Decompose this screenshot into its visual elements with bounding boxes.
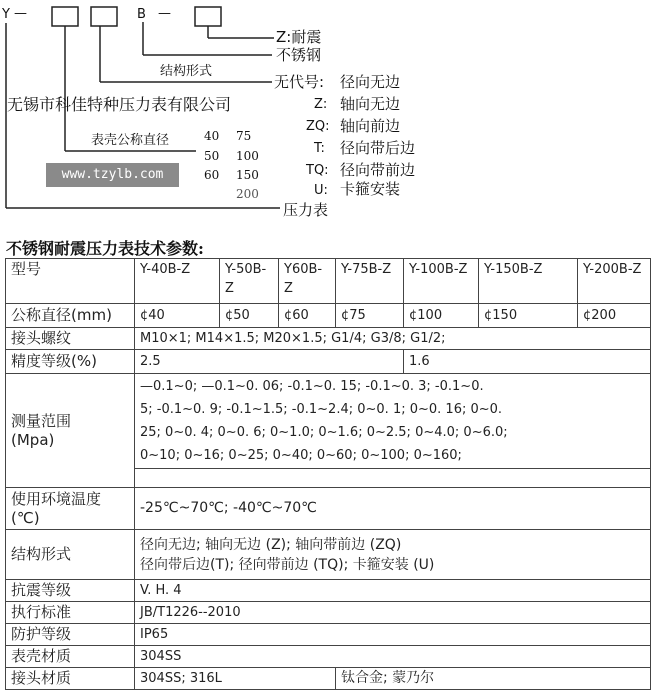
range-label: 测量范围 — [11, 411, 72, 430]
table-row — [6, 350, 651, 374]
table-row — [6, 488, 651, 530]
structure-code: 无代号: — [274, 73, 325, 91]
row-label: 接头材质 — [6, 668, 135, 690]
diameter-option: 200 — [236, 187, 259, 201]
row-label: 执行标准 — [6, 602, 135, 624]
structure-desc: 轴向前边 — [340, 117, 401, 135]
gauge-label: 压力表 — [283, 201, 329, 219]
diameter-cell: ¢150 — [479, 304, 578, 328]
structure-code: TQ: — [306, 163, 329, 178]
stainless-label: 不锈钢 — [276, 46, 322, 64]
table-row — [6, 602, 651, 624]
row-label: 接头螺纹 — [6, 328, 135, 350]
table-row — [6, 374, 651, 469]
diameter-option: 40 — [204, 129, 220, 143]
diameter-option: 75 — [236, 129, 252, 143]
table-row — [6, 624, 651, 646]
code-dash: — — [14, 6, 27, 21]
seismic-code-label: Z:耐震 — [276, 28, 322, 46]
company-name: 无锡市科佳特种压力表有限公司 — [7, 95, 232, 114]
diameter-option: 60 — [204, 168, 220, 182]
table-row — [6, 259, 651, 304]
range-value — [135, 374, 651, 469]
env-value: -25℃~70℃; -40℃~70℃ — [135, 488, 651, 530]
row-label: 精度等级(%) — [6, 350, 135, 374]
joint-value: 钛合金; 蒙乃尔 — [336, 668, 651, 690]
structure-value — [135, 530, 651, 580]
model-code-diagram — [0, 0, 653, 230]
structure-desc: 径向无边 — [340, 73, 401, 91]
joint-value: 304SS; 316L — [135, 668, 336, 690]
website-watermark: www.tzylb.com — [46, 163, 179, 187]
row-label — [6, 488, 135, 530]
diameter-cell: ¢40 — [135, 304, 220, 328]
range-unit: (Mpa) — [11, 430, 55, 449]
code-box-seismic — [195, 7, 221, 26]
code-prefix: Y — [2, 7, 10, 22]
structure-code: T: — [314, 141, 325, 156]
row-label: 公称直径(mm) — [6, 304, 135, 328]
accuracy-value: 1.6 — [404, 350, 651, 374]
empty-cell — [135, 469, 651, 488]
structure-desc: 卡箍安装 — [340, 180, 401, 198]
row-label — [6, 374, 135, 488]
model-cell: Y-40B-Z — [135, 259, 220, 304]
diameter-cell: ¢50 — [220, 304, 279, 328]
structure-code: U: — [314, 183, 328, 198]
structure-line: 径向无边; 轴向无边 (Z); 轴向带前边 (ZQ) — [140, 536, 402, 553]
diameter-option: 150 — [236, 168, 259, 182]
row-label: 型号 — [6, 259, 135, 304]
code-dash: — — [158, 6, 171, 21]
model-cell: Y-75B-Z — [336, 259, 404, 304]
table-row — [6, 328, 651, 350]
row-label: 表壳材质 — [6, 646, 135, 668]
table-row — [6, 530, 651, 580]
standard-value: JB/T1226--2010 — [135, 602, 651, 624]
range-line: 0~10; 0~16; 0~25; 0~40; 0~60; 0~100; 0~160; — [140, 448, 462, 463]
structure-desc: 径向带后边 — [340, 139, 416, 157]
range-line: 5; -0.1~0. 9; -0.1~1.5; -0.1~2.4; 0~0. 1; 0~0. 16; 0~0. — [140, 402, 503, 417]
table-row — [6, 580, 651, 602]
structure-code: ZQ: — [306, 119, 330, 134]
table-row — [6, 646, 651, 668]
structure-title: 结构形式 — [160, 64, 213, 79]
diameter-cell: ¢75 — [336, 304, 404, 328]
row-label: 抗震等级 — [6, 580, 135, 602]
seismic-value: V. H. 4 — [135, 580, 651, 602]
diameter-option: 50 — [204, 149, 220, 163]
model-cell: Y60B-Z — [279, 259, 336, 304]
protection-value: IP65 — [135, 624, 651, 646]
accuracy-value: 2.5 — [135, 350, 404, 374]
section-title: 不锈钢耐震压力表技术参数: — [6, 239, 204, 258]
diameter-title: 表壳公称直径 — [91, 133, 170, 148]
row-label: 防护等级 — [6, 624, 135, 646]
model-cell: Y-150B-Z — [479, 259, 578, 304]
structure-desc: 轴向无边 — [340, 95, 401, 113]
table-row — [6, 304, 651, 328]
diameter-cell: ¢200 — [578, 304, 651, 328]
model-cell: Y-50B-Z — [220, 259, 279, 304]
env-label: 使用环境温度 — [11, 489, 102, 508]
row-label: 结构形式 — [6, 530, 135, 580]
diameter-option: 100 — [236, 149, 259, 163]
structure-desc: 径向带前边 — [340, 161, 416, 179]
code-b: B — [137, 7, 146, 22]
range-line: 25; 0~0. 4; 0~0. 6; 0~1.0; 0~1.6; 0~2.5; 0~4.0; 0~6.0; — [140, 425, 508, 440]
case-value: 304SS — [135, 646, 651, 668]
model-cell: Y-100B-Z — [404, 259, 479, 304]
structure-code: Z: — [314, 97, 328, 112]
diameter-cell: ¢100 — [404, 304, 479, 328]
code-box-structure — [91, 7, 117, 26]
table-row — [6, 668, 651, 690]
code-box-diameter — [52, 7, 78, 26]
range-line: —0.1~0; —0.1~0. 06; -0.1~0. 15; -0.1~0. 3; -0.1~0. — [140, 379, 484, 394]
structure-line: 径向带后边(T); 径向带前边 (TQ); 卡箍安装 (U) — [140, 556, 435, 573]
thread-value: M10×1; M14×1.5; M20×1.5; G1/4; G3/8; G1/2; — [135, 328, 651, 350]
spec-table — [5, 258, 651, 690]
model-cell: Y-200B-Z — [578, 259, 651, 304]
diameter-cell: ¢60 — [279, 304, 336, 328]
env-unit: (℃) — [11, 508, 40, 527]
